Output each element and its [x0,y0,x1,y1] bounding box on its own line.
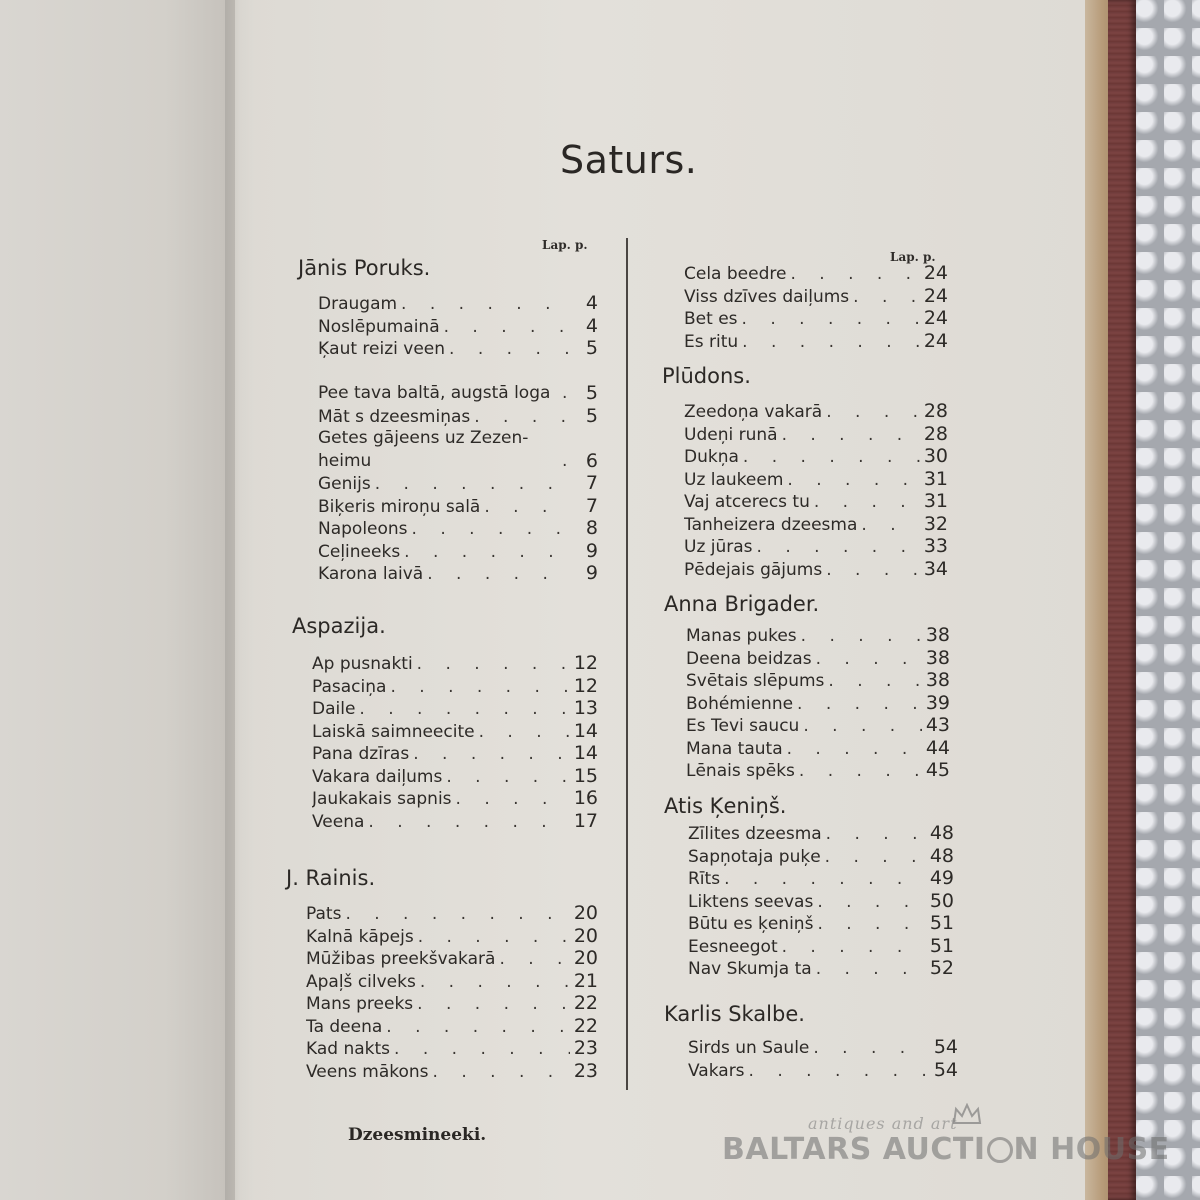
toc-entry [306,1060,598,1083]
leader-dots [404,541,572,563]
leader-dots [420,971,570,993]
toc-section [664,1002,944,1026]
toc-entry-page: 21 [573,969,598,992]
toc-entry-page: 5 [585,404,598,427]
leader-dots [797,693,922,715]
toc-entry [312,742,598,765]
toc-entry-page: 48 [929,822,954,844]
toc-entry-title: Uz laukeem [684,469,784,490]
toc-entry-title: Ceļineeks [318,541,401,562]
leader-dots [499,948,569,970]
leader-dots [787,738,922,760]
book-gutter [225,0,255,1200]
toc-entry [686,669,950,692]
toc-entry [684,330,948,353]
toc-entry-page: 24 [923,307,948,329]
leader-dots [433,1061,570,1083]
toc-entry [306,947,598,970]
leader-dots [790,263,919,285]
toc-entry-page: 45 [925,759,950,781]
toc-entry [318,540,598,563]
toc-entry-page: 13 [573,697,598,719]
leader-dots [386,1016,570,1038]
toc-entry-page: 7 [585,494,598,517]
toc-entry [318,562,598,585]
toc-entry-title: Apaļš cilveks [306,971,416,992]
leader-dots [418,926,570,948]
watermark-name-end: N HOUSE [1013,1132,1170,1167]
toc-entry [686,647,950,670]
toc-entry-title: Genijs [318,474,371,494]
leader-dots [861,514,919,536]
toc-section [292,614,592,638]
toc-entry [684,262,948,285]
section-author: Plūdons. [662,364,751,388]
toc-entry-title: Cela beedre [684,264,787,284]
leader-dots [484,496,572,518]
toc-entry-title: Māt s dzeesmiņas [318,406,471,427]
toc-entry-page: 5 [585,337,598,359]
leader-dots [816,958,926,980]
toc-entry-page: 12 [573,652,598,674]
leader-dots [368,811,569,833]
toc-entry-page: 24 [923,329,948,352]
toc-entry-title: Zīlites dzeesma [688,824,822,844]
toc-entry [684,400,948,423]
leader-dots [757,536,920,558]
leader-dots [799,760,922,782]
toc-entry-page: 48 [929,844,954,867]
toc-entry [318,315,598,338]
section-author: Atis Ķeniņš. [664,794,787,818]
toc-entry [312,810,598,833]
toc-entry [306,925,598,948]
toc-entry-page: 34 [923,557,948,580]
toc-entry [306,992,598,1015]
leader-dots [479,721,570,743]
toc-entry [306,902,598,925]
toc-entry-page: 28 [923,422,948,445]
toc-entry-title: Mana tauta [686,738,783,759]
leader-dots [787,469,919,491]
toc-entry-title: Napoleons [318,519,408,539]
toc-entry [684,490,948,513]
toc-entry-title: Pēdejais gājums [684,559,823,580]
toc-entry-title: Lēnais spēks [686,761,795,781]
leader-dots [724,868,926,890]
toc-entry-page: 12 [573,674,598,697]
toc-entry-page: 9 [585,539,598,562]
toc-entry [318,517,598,540]
page-column-header-right: Lap. p. [890,250,936,264]
toc-section [286,866,586,890]
toc-entry [684,558,948,581]
toc-entry [312,720,598,743]
toc-entry [686,714,950,737]
toc-entry-page: 44 [925,736,950,759]
toc-entry-title: Laiskā saimneecite [312,721,475,742]
toc-entry-page: 50 [929,889,954,912]
watermark-tagline: antiques and art [808,1114,958,1133]
toc-entry-title: Ap pusnakti [312,654,413,674]
toc-entry-title: Getes gājeens uz Zezen-heimu [318,428,529,471]
toc-entry-title: Eesneegot [688,936,778,957]
toc-entry-page: 49 [929,867,954,889]
leader-dots [817,913,925,935]
leader-dots [826,559,920,581]
toc-entry-page: 31 [923,490,948,512]
leader-dots [803,715,921,737]
leader-dots [345,903,569,925]
toc-entry-page: 20 [573,924,598,947]
toc-entry-title: Vaj atcerecs tu [684,492,810,512]
toc-section [664,592,944,616]
running-footer: Dzeesmineeki. [348,1125,487,1145]
toc-entry [306,970,598,993]
leader-dots [413,743,570,765]
toc-entry-title: Liktens seevas [688,891,814,912]
toc-entry [684,468,948,491]
toc-entry-page: 39 [925,691,950,714]
leader-dots [749,1060,930,1082]
leader-dots [412,518,572,540]
toc-entry-page: 31 [923,467,948,490]
section-author: J. Rainis. [286,866,376,890]
toc-entry-title: Nav Skumja ta [688,959,812,979]
toc-entry-title: Bet es [684,309,738,329]
toc-entry [684,423,948,446]
leader-dots [825,846,926,868]
toc-entry [312,765,598,788]
toc-entry [312,652,598,675]
toc-entry-page: 20 [573,902,598,924]
leader-dots [816,648,922,670]
page-column-header-left: Lap. p. [542,238,588,252]
leader-dots [817,891,926,913]
leader-dots [417,993,570,1015]
leader-dots [562,382,572,405]
toc-entry-title: Mūžibas preekšvakarā [306,949,496,969]
toc-entry-title: Manas pukes [686,626,797,646]
toc-entry-page: 23 [573,1059,598,1082]
toc-entry-title: Viss dzīves daiļums [684,286,850,307]
toc-entry [684,285,948,308]
leader-dots [444,316,572,338]
toc-entry [312,697,598,720]
toc-entry [686,737,950,760]
toc-entry [688,1036,958,1059]
toc-entry-title: Rīts [688,869,721,889]
toc-entry [318,360,598,405]
toc-entry-title: Draugam [318,294,398,314]
toc-entry-page: 51 [929,912,954,934]
toc-entry [684,445,948,468]
toc-entry-page: 22 [573,992,598,1014]
toc-entry-title: Daile [312,699,356,719]
toc-entry-title: Es Tevi saucu [686,716,800,736]
toc-entries [684,400,948,580]
toc-entry-title: Karona laivā [318,564,424,584]
leader-dots [743,446,920,468]
toc-entry-page: 28 [923,400,948,422]
page-title: Saturs. [560,138,698,182]
toc-entry-title: Pee tava baltā, augstā loga [318,383,551,403]
leader-dots [417,653,570,675]
toc-entry-title: Tanheizera dzeesma [684,514,858,535]
watermark-name-start: BALTARS AUCTI [722,1132,986,1167]
toc-section [298,256,598,280]
leader-dots [359,698,569,720]
toc-entry-page: 51 [929,934,954,957]
toc-entry-title: Ta deena [306,1016,383,1037]
toc-entry-title: Pasaciņa [312,676,387,697]
leader-dots [782,424,920,446]
leader-dots [826,401,920,423]
toc-entry-page: 14 [573,742,598,764]
leader-dots [742,331,920,353]
section-author: Karlis Skalbe. [664,1002,805,1026]
toc-entry [318,427,598,472]
toc-entry-title: Jaukakais sapnis [312,789,452,809]
watermark-name [722,1132,1170,1167]
toc-entry-page: 20 [573,947,598,969]
section-author: Jānis Poruks. [298,256,431,280]
toc-entry [318,337,598,360]
toc-entry [686,759,950,782]
section-author: Anna Brigader. [664,592,820,616]
toc-entry-page: 17 [573,809,598,832]
toc-entry-title: Kad nakts [306,1039,391,1059]
toc-entry-page: 30 [923,445,948,467]
leader-dots [562,450,572,473]
toc-entry-page: 38 [925,669,950,691]
toc-entry-title: Vakars [688,1060,745,1081]
background-cloth [1136,0,1200,1200]
section-author: Aspazija. [292,614,386,638]
toc-entry [688,822,954,845]
toc-entry-page: 4 [585,314,598,337]
toc-entry-title: Svētais slēpums [686,671,825,691]
toc-entry-page: 9 [585,562,598,584]
toc-entries [686,624,950,782]
toc-entry-title: Biķeris miroņu salā [318,496,481,517]
toc-entry-page: 33 [923,535,948,557]
toc-entry-page: 38 [925,646,950,669]
toc-entry [684,535,948,558]
toc-entry-page: 43 [925,714,950,736]
column-divider [626,238,628,1090]
leader-dots [853,286,920,308]
toc-entry-title: Bohémienne [686,693,794,714]
toc-entry [318,472,598,495]
leader-dots [782,936,926,958]
toc-entry [684,513,948,536]
leader-dots [394,1038,570,1060]
toc-entry-page: 14 [573,719,598,742]
toc-entries [306,902,598,1082]
toc-entry-title: Pats [306,904,342,924]
toc-entry-page: 8 [585,517,598,539]
leader-dots [375,473,572,495]
toc-entries [684,262,948,352]
toc-entry [686,624,950,647]
toc-entry [318,292,598,315]
toc-entry [318,405,598,428]
toc-entries [312,652,598,832]
toc-entry [312,787,598,810]
toc-entry-title: Zeedoņa vakarā [684,402,823,422]
toc-entry [688,867,954,890]
toc-entry-title: Noslēpumainā [318,316,440,337]
toc-entry-page: 7 [585,472,598,494]
toc-entry-page: 16 [573,787,598,809]
toc-entry-title: Veens mākons [306,1061,429,1082]
toc-entry-title: Sirds un Saule [688,1038,810,1058]
leader-dots [446,766,569,788]
toc-entry [312,675,598,698]
leader-dots [401,293,572,315]
toc-entry-title: Dukņa [684,447,739,467]
toc-entry-title: Kalnā kāpejs [306,926,414,947]
toc-entry [306,1015,598,1038]
toc-entries [688,1036,958,1081]
toc-entry [688,935,954,958]
toc-entry [686,692,950,715]
toc-entry-page: 24 [923,262,948,284]
toc-section [662,364,942,388]
watermark-o-ring [987,1137,1013,1163]
leader-dots [427,563,572,585]
toc-entry-title: Mans preeks [306,994,414,1014]
leader-dots [801,625,922,647]
toc-entry-page: 23 [573,1037,598,1059]
toc-entry-page: 32 [923,512,948,535]
toc-entry-title: Uz jūras [684,537,753,557]
leader-dots [474,406,572,428]
toc-entry-page: 38 [925,624,950,646]
leader-dots [828,670,921,692]
toc-entry [688,1059,958,1082]
toc-entry [688,957,954,980]
toc-entry-page: 54 [933,1036,958,1058]
toc-entry [318,495,598,518]
toc-entry-page: 6 [585,449,598,472]
toc-entry-page: 54 [933,1058,958,1081]
leader-dots [826,823,926,845]
toc-entry-title: Būtu es ķeniņš [688,914,814,934]
toc-entry-title: Pana dzīras [312,744,410,764]
toc-entry-title: Ķaut reizi veen [318,339,446,359]
toc-section [664,794,944,818]
leader-dots [390,676,569,698]
toc-entry [688,890,954,913]
toc-entry-title: Deena beidzas [686,648,812,669]
toc-entry-title: Udeņi runā [684,424,778,445]
toc-entry-page: 24 [923,284,948,307]
toc-entry-page: 52 [929,957,954,979]
leader-dots [449,338,572,360]
toc-entry-page: 15 [573,764,598,787]
toc-entries [688,822,954,980]
left-page [0,0,235,1200]
toc-entry-title: Vakara daiļums [312,766,443,787]
toc-entry-title: Es ritu [684,331,739,352]
toc-entry-title: Veena [312,811,365,832]
toc-entry-title: Sapņotaja puķe [688,846,821,867]
toc-entry-page: 4 [585,292,598,314]
leader-dots [813,1037,929,1059]
toc-entry-page: 22 [573,1014,598,1037]
leader-dots [742,308,920,330]
toc-entries [318,292,598,585]
toc-entry [688,912,954,935]
leader-dots [814,491,920,513]
toc-entry-page: 5 [585,382,598,404]
toc-entry [688,845,954,868]
book-binding [1108,0,1136,1200]
toc-entry [684,307,948,330]
leader-dots [456,788,570,810]
toc-entry [306,1037,598,1060]
